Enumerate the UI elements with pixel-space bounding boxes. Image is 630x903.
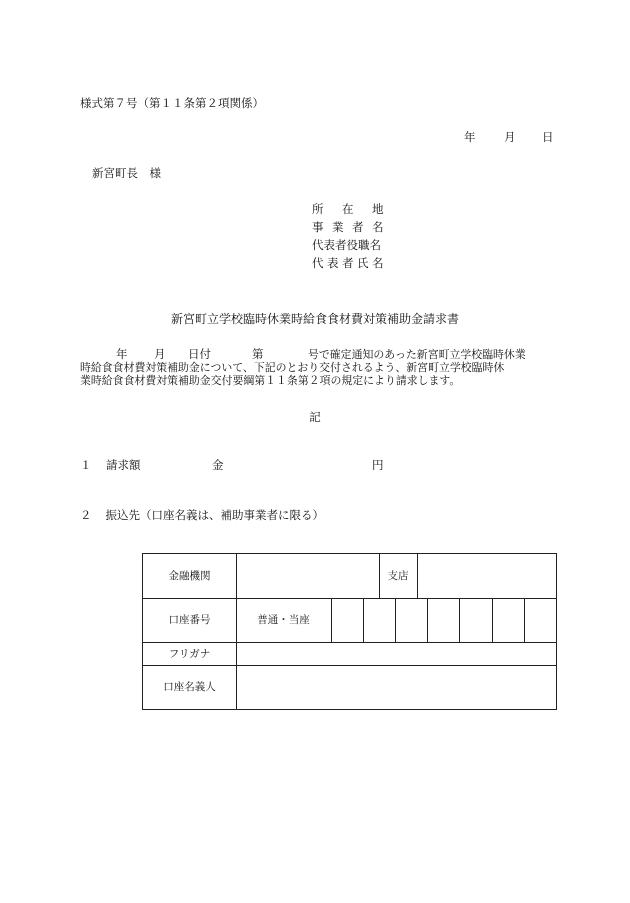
item1-number: １ [80, 458, 92, 472]
item1-kin: 金 [212, 458, 224, 472]
table-column-divider [331, 598, 332, 642]
addressee: 新宮町長 様 [92, 166, 161, 180]
body-month-label: 月 [154, 347, 166, 361]
address-label: 所 在 地 [312, 202, 384, 216]
body-no-label: 第 [252, 347, 264, 361]
bank-account-table [142, 553, 557, 710]
item1-label: 請求額 [106, 458, 141, 472]
digit-box-divider [363, 598, 364, 642]
account-holder-label: 口座名義人 [163, 681, 216, 693]
document-body [80, 348, 556, 387]
date-year-label: 年 [464, 130, 476, 144]
body-dated-label: 日付 [188, 347, 211, 361]
digit-box-divider [395, 598, 396, 642]
table-row-divider [143, 642, 556, 643]
ki-heading: 記 [309, 410, 321, 424]
body-line-1 [80, 348, 556, 361]
document-title: 新宮町立学校臨時休業時給食食材費対策補助金請求書 [170, 312, 459, 326]
form-number: 様式第７号（第１１条第２項関係） [80, 96, 264, 110]
item1-yen: 円 [372, 458, 384, 472]
table-row-divider [143, 598, 556, 599]
digit-box-divider [427, 598, 428, 642]
date-day-label: 日 [542, 130, 554, 144]
body-line-1-rest: 号で確定通知のあった新宮町立学校臨時休業 [308, 348, 526, 361]
institution-label: 金融機関 [168, 570, 211, 582]
item-transfer-destination [80, 508, 324, 522]
representative-name-label: 代 表 者 氏 名 [312, 256, 384, 270]
body-year-label: 年 [116, 347, 128, 361]
digit-box-divider [459, 598, 460, 642]
furigana-label: フリガナ [168, 648, 211, 660]
date-month-label: 月 [504, 130, 516, 144]
account-type-label: 普通・当座 [257, 614, 310, 626]
branch-label: 支店 [387, 570, 409, 582]
table-row-divider [143, 665, 556, 666]
digit-box-divider [492, 598, 493, 642]
body-line-3: 業時給食食材費対策補助金交付要綱第１１条第２項の規定により請求します。 [80, 374, 461, 387]
item2-number: ２ [80, 508, 92, 522]
digit-box-divider [524, 598, 525, 642]
representative-title-label: 代表者役職名 [312, 238, 381, 252]
table-column-divider [236, 554, 237, 709]
item2-label: 振込先（口座名義は、補助事業者に限る） [105, 508, 324, 522]
table-column-divider [417, 554, 418, 598]
body-line-2: 時給食食材費対策補助金について、下記のとおり交付されるよう、新宮町立学校臨時休 [80, 361, 505, 374]
account-number-label: 口座番号 [168, 614, 211, 626]
applicant-block [312, 202, 392, 274]
business-name-label: 事 業 者 名 [312, 220, 384, 234]
